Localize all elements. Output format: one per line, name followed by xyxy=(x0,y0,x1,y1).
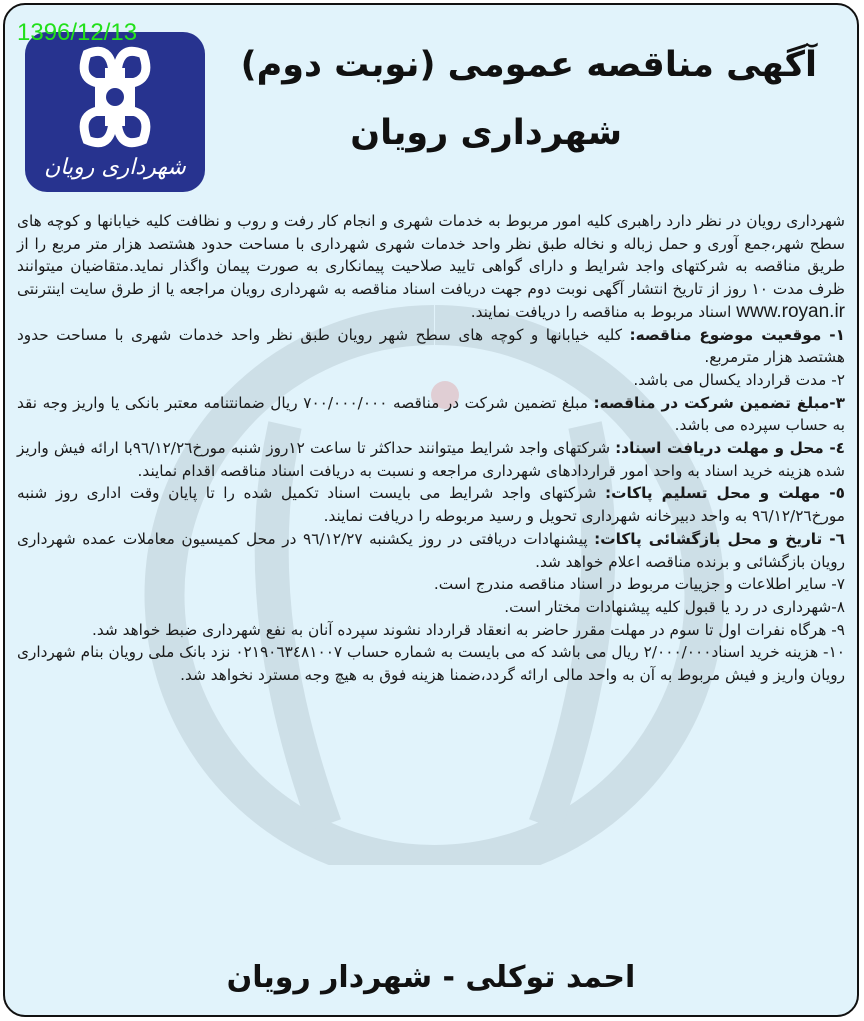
item-text: مبلغ تضمین شرکت در مناقصه ۷۰۰/۰۰۰/۰۰۰ ریال ضمانتنامه معتبر بانکی یا واریز وجه نقد به حساب سپرده می باشد. xyxy=(17,393,845,435)
intro-text: شهرداری رویان در نظر دارد راهبری کلیه امور مربوط به خدمات شهری و انجام کار رفت و روب و نظافت کلیه خیابانها و کوچه های سطح شهر،جمع آوری و حمل زباله و نخاله طبق نظر واحد خدمات شهری شهرداری با مساحت حدود هشتصد هزار متر مربع را از طریق مناقصه به شرکتهای واجد شرایط و دارای گواهی تایید صلاحیت پیمانکاری به صورت پیمان واگذار نماید.متقاضیان میتوانند ظرف مدت ۱۰ روز از تاریخ انتشار آگهی نوبت دوم جهت دریافت اسناد مناقصه به شهرداری رویان مراجعه یا از طرق سایت اینترنتی xyxy=(17,212,845,299)
condition-item xyxy=(17,596,845,619)
conditions-list xyxy=(17,324,845,687)
date-stamp: 1396/12/13 xyxy=(17,19,138,46)
item-number: ٦- xyxy=(822,529,845,548)
item-text: هزینه خرید اسناد۲/۰۰۰/۰۰۰ ریال می باشد که می بایست به شماره حساب ۰۲۱۹۰٦۳٤۸۱۰۰۷ نزد بانک ملی رویان بنام شهرداری رویان واریز و فیش مربوط به آن به واحد مالی ارائه گردد،ضمنا هزینه فوق به هیچ وجه مسترد نخواهد شد. xyxy=(17,643,845,685)
intro-paragraph xyxy=(17,210,845,324)
notice-subtitle: شهرداری رویان xyxy=(350,113,622,153)
item-number: ۷- xyxy=(826,575,845,594)
item-label: مبلغ تضمین شرکت در مناقصه: xyxy=(593,393,830,412)
signature: احمد توکلی - شهردار رویان xyxy=(226,960,636,995)
item-text: کلیه خیابانها و کوچه های سطح شهر رویان طبق نظر واحد خدمات شهری با مساحت حدود هشتصد هزار مترمربع. xyxy=(17,325,845,367)
item-text: شرکتهای واجد شرایط میتوانند حداکثر تا ساعت ۱۲روز شنبه مورخ۹٦/۱۲/۲٦با ارائه فیش واریز شده هزینه خرید اسناد به واحد امور قراردادهای شهرداری مراجعه و نسبت به دریافت اسناد مناقصه اقدام نمایند. xyxy=(17,439,845,480)
item-text: هرگاه نفرات اول تا سوم در مهلت مقرر حاضر به انعقاد قرارداد نشوند سپرده آنان به نفع شهرداری ضبط خواهد شد. xyxy=(92,620,827,639)
item-number: ۲- xyxy=(826,370,845,389)
condition-item xyxy=(17,324,845,369)
condition-item xyxy=(17,641,845,686)
item-label: مهلت و محل تسلیم پاکات: xyxy=(604,484,821,503)
item-text: پیشنهادات دریافتی در روز یکشنبه ۹٦/۱۲/۲۷ در محل کمیسیون معاملات عمده شهرداری رویان بازگشائی و برنده مناقصه اعلام خواهد شد. xyxy=(17,529,845,571)
item-label: محل و مهلت دریافت اسناد: xyxy=(615,439,824,458)
condition-item xyxy=(17,573,845,596)
item-label: تاریخ و محل بازگشائی پاکات: xyxy=(594,529,823,548)
item-number: ۹- xyxy=(826,620,845,639)
notice-title: آگهی مناقصه عمومی (نوبت دوم) xyxy=(240,45,817,85)
item-text: شرکتهای واجد شرایط می بایست اسناد تکمیل شده را تا پایان وقت اداری روز شنبه مورخ۹٦/۱۲/۲٦ به واحد دبیرخانه شهرداری تحویل و رسید مربوطه را دریافت نمایند. xyxy=(17,484,845,526)
item-text: شهرداری در رد یا قبول کلیه پیشنهادات مختار است. xyxy=(504,597,832,616)
intro-text-end: اسناد مربوط به مناقصه را دریافت نمایند. xyxy=(470,302,732,321)
website-link[interactable]: www.royan.ir xyxy=(736,300,845,322)
condition-item xyxy=(17,437,845,482)
notice-frame xyxy=(3,3,859,1017)
item-text: مدت قرارداد یکسال می باشد. xyxy=(633,370,827,389)
municipality-logo xyxy=(25,32,205,192)
item-number: ٥- xyxy=(820,484,845,503)
item-number: ۳- xyxy=(829,393,845,412)
item-number: ٤- xyxy=(823,439,846,458)
condition-item xyxy=(17,369,845,392)
item-number: ۱- xyxy=(821,325,845,344)
flower-emblem-icon xyxy=(25,32,205,152)
condition-item xyxy=(17,392,845,437)
item-number: ۱۰- xyxy=(818,643,845,662)
notice-body xyxy=(17,210,845,687)
item-text: سایر اطلاعات و جزییات مربوط در اسناد مناقصه مندرج است. xyxy=(433,575,827,594)
item-label: موقعیت موضوع مناقصه: xyxy=(629,325,822,344)
condition-item xyxy=(17,528,845,573)
logo-text: شهرداری رویان xyxy=(44,155,186,180)
condition-item xyxy=(17,482,845,527)
condition-item xyxy=(17,619,845,642)
item-number: ۸- xyxy=(831,597,845,616)
